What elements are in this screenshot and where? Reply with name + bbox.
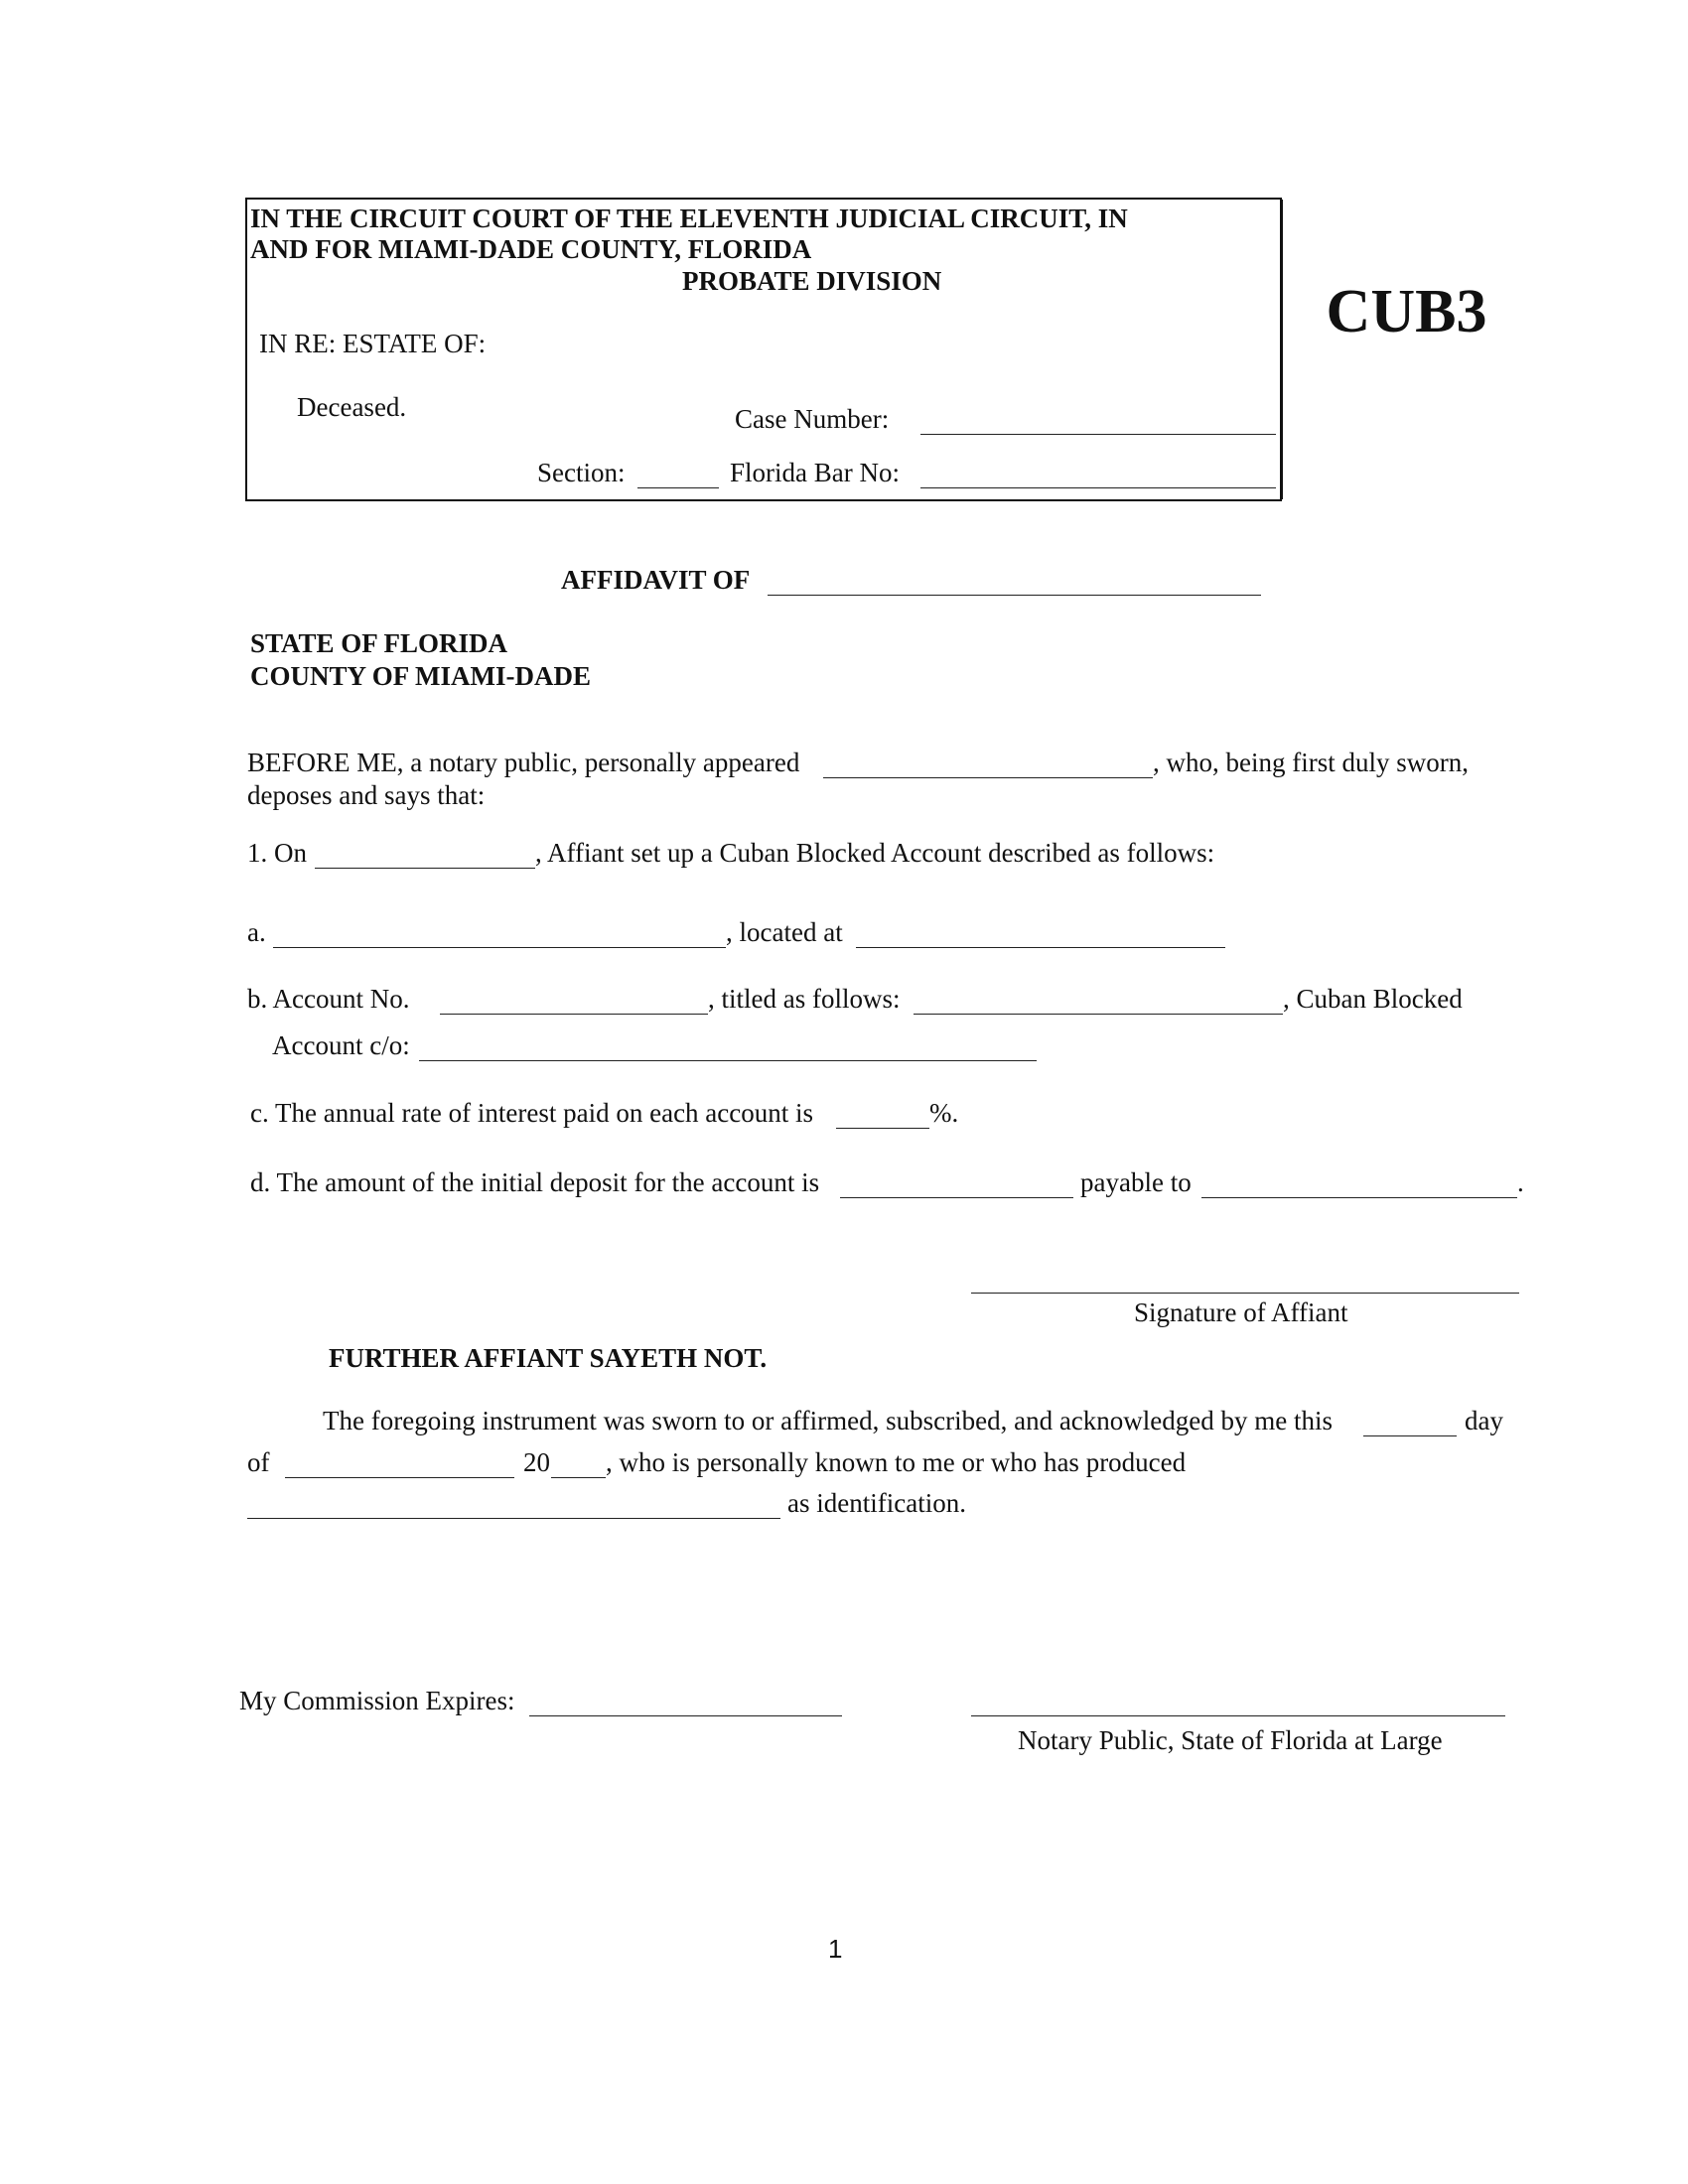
item-a-address-line[interactable]: [856, 947, 1225, 948]
court-line-1: IN THE CIRCUIT COURT OF THE ELEVENTH JUDICIAL CIRCUIT, IN: [250, 204, 1128, 233]
jurat-line-1: The foregoing instrument was sworn to or affirmed, subscribed, and acknowledged by me this: [323, 1406, 1334, 1435]
account-number-line[interactable]: [440, 1014, 708, 1015]
item-b-line-2: Account c/o:: [272, 1030, 410, 1060]
intro-text-2: , who, being first duly sworn,: [1153, 748, 1469, 777]
item-d-end: .: [1517, 1167, 1524, 1197]
commission-expires-label: My Commission Expires:: [239, 1686, 515, 1715]
deceased-label: Deceased.: [297, 392, 407, 422]
jurat-year-prefix: 20: [523, 1447, 550, 1477]
venue-county: COUNTY OF MIAMI-DADE: [250, 661, 591, 691]
item-b-prefix: b. Account No.: [247, 984, 410, 1014]
interest-rate-line[interactable]: [836, 1128, 929, 1129]
estate-label: IN RE: ESTATE OF:: [259, 329, 487, 358]
notary-label: Notary Public, State of Florida at Large: [1018, 1725, 1443, 1755]
item-d-text: d. The amount of the initial deposit for the account is: [250, 1167, 820, 1197]
section-label: Section:: [537, 458, 626, 487]
item-c-suffix: %.: [929, 1098, 959, 1128]
intro-line-2: deposes and says that:: [247, 780, 486, 810]
item1-date-line[interactable]: [315, 868, 535, 869]
affiant-name-line[interactable]: [768, 595, 1261, 596]
item1-prefix: 1. On: [247, 838, 307, 868]
court-line-2: AND FOR MIAMI-DADE COUNTY, FLORIDA: [250, 234, 812, 264]
item-b-suffix: , Cuban Blocked: [1283, 984, 1463, 1014]
commission-expires-line[interactable]: [529, 1715, 842, 1716]
jurat-day-line[interactable]: [1363, 1435, 1457, 1436]
jurat-line-2: , who is personally known to me or who has produced: [606, 1447, 1187, 1477]
venue-state: STATE OF FLORIDA: [250, 628, 508, 658]
caption-divider: [1281, 200, 1283, 499]
jurat-day: day: [1465, 1406, 1503, 1435]
item-a-bank-line[interactable]: [273, 947, 726, 948]
probate-division: PROBATE DIVISION: [682, 266, 942, 296]
jurat-identification: as identification.: [787, 1488, 966, 1518]
account-title-line[interactable]: [914, 1014, 1283, 1015]
florida-bar-line[interactable]: [920, 487, 1276, 488]
item-c-text: c. The annual rate of interest paid on each account is: [250, 1098, 814, 1128]
jurat-year-line[interactable]: [551, 1477, 606, 1478]
caption-box: [245, 198, 1487, 501]
item-b-titled: , titled as follows:: [708, 984, 901, 1014]
affidavit-title: AFFIDAVIT OF: [561, 565, 751, 595]
appeared-name-line[interactable]: [823, 777, 1153, 778]
notary-signature-line[interactable]: [971, 1715, 1505, 1716]
item1-text: , Affiant set up a Cuban Blocked Account described as follows:: [535, 838, 1215, 868]
jurat-month-line[interactable]: [285, 1477, 514, 1478]
identification-line[interactable]: [247, 1518, 780, 1519]
form-code: CUB3: [1326, 278, 1487, 345]
florida-bar-label: Florida Bar No:: [730, 458, 900, 487]
affiant-signature-line[interactable]: [971, 1293, 1519, 1294]
further-affiant: FURTHER AFFIANT SAYETH NOT.: [329, 1343, 768, 1373]
page-number: 1: [828, 1934, 843, 1964]
item-d-payable: payable to: [1080, 1167, 1192, 1197]
item-a-located: , located at: [726, 917, 843, 947]
section-line[interactable]: [637, 487, 719, 488]
affiant-signature-label: Signature of Affiant: [1134, 1297, 1348, 1327]
payable-to-line[interactable]: [1201, 1197, 1517, 1198]
case-number-line[interactable]: [920, 434, 1276, 435]
jurat-of: of: [247, 1447, 270, 1477]
deposit-amount-line[interactable]: [840, 1197, 1073, 1198]
case-number-label: Case Number:: [735, 404, 890, 434]
intro-text: BEFORE ME, a notary public, personally appeared: [247, 748, 800, 777]
item-a-prefix: a.: [247, 917, 266, 947]
account-co-line[interactable]: [419, 1060, 1037, 1061]
